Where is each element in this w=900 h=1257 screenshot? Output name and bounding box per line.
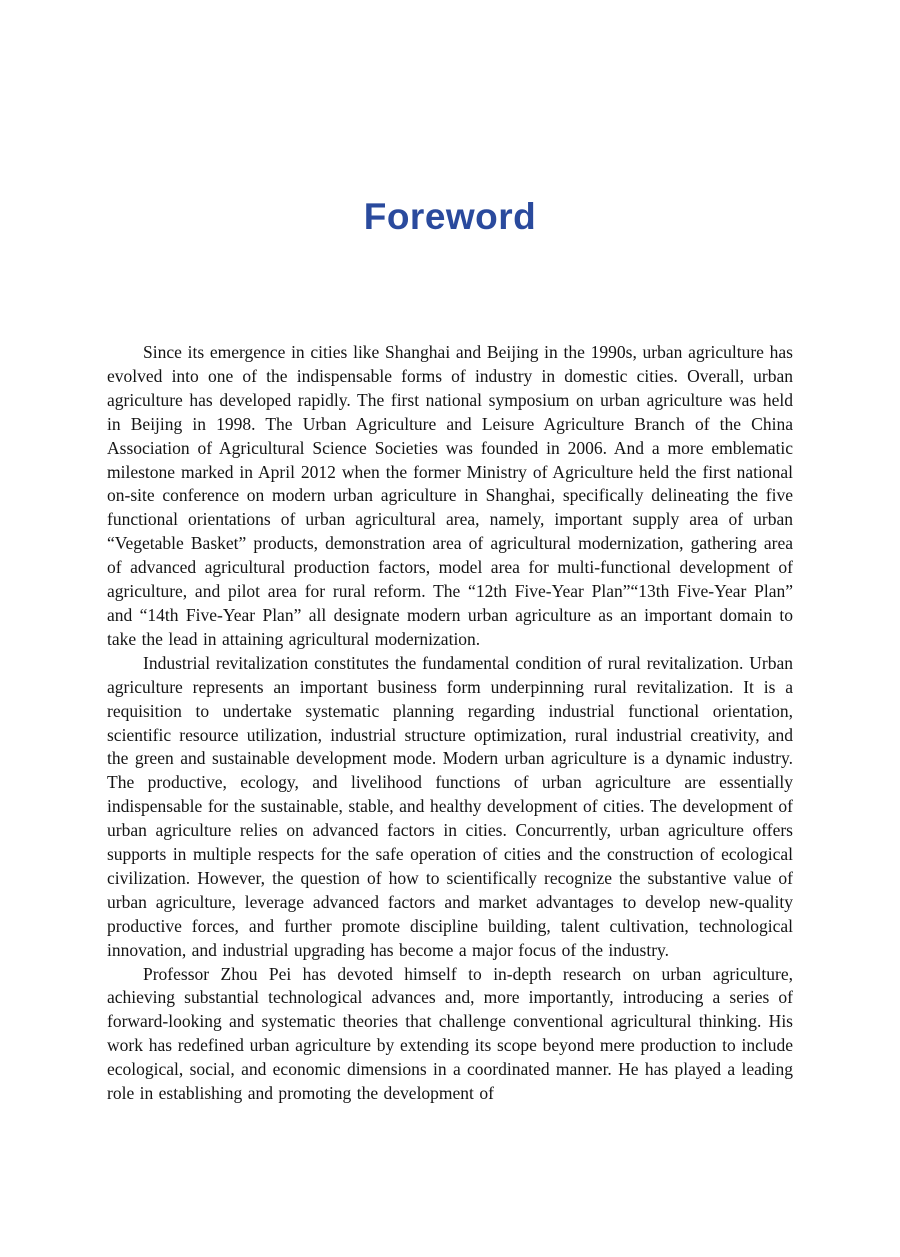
foreword-paragraph-3: Professor Zhou Pei has devoted himself to in-depth research on urban agriculture, achieving substantial technological advances and, more importantly, introducing a series of forward-looking and systematic theories that challenge conventional agricultural thinking. His work has redefined urban agriculture by extending its scope beyond mere production to include ecological, social, and economic dimensions in a coordinated manner. He has played a leading role in establishing and promoting the development of [107, 963, 793, 1104]
page-title: Foreword [363, 196, 537, 237]
foreword-paragraph-1: Since its emergence in cities like Shanghai and Beijing in the 1990s, urban agriculture has evolved into one of the indispensable forms of industry in domestic cities. Overall, urban agriculture has developed rapidly. The first national symposium on urban agriculture was held in Beijing in 1998. The Urban Agriculture and Leisure Agriculture Branch of the China Association of Agricultural Science Societies was founded in 2006. And a more emblematic milestone marked in April 2012 when the former Ministry of Agriculture held the first national on-site conference on modern urban agriculture in Shanghai, specifically delineating the five functional orientations of urban agricultural area, namely, important supply area of urban “Vegetable Basket” products, demonstration area of agricultural modernization, gathering area of advanced agricultural production factors, model area for multi-functional development of agriculture, and pilot area for rural reform. The “12th Five-Year Plan”“13th Five-Year Plan” and “14th Five-Year Plan” all designate modern urban agriculture as an important domain to take the lead in attaining agricultural modernization. [107, 342, 793, 649]
foreword-body [107, 341, 793, 1106]
foreword-paragraph-2: Industrial revitalization constitutes the fundamental condition of rural revitalization. Urban agriculture represents an important business form underpinning rural revitalization. It is a requisition to undertake systematic planning regarding industrial functional orientation, scientific resource utilization, industrial structure optimization, rural industrial creativity, and the green and sustainable development mode. Modern urban agriculture is a dynamic industry. The productive, ecology, and livelihood functions of urban agriculture are essentially indispensable for the sustainable, stable, and healthy development of cities. The development of urban agriculture relies on advanced factors in cities. Concurrently, urban agriculture offers supports in multiple respects for the safe operation of cities and the construction of ecological civilization. However, the question of how to scientifically recognize the substantive value of urban agriculture, leverage advanced factors and market advantages to develop new-quality productive forces, and further promote discipline building, talent cultivation, technological innovation, and industrial upgrading has become a major focus of the industry. [107, 652, 793, 960]
